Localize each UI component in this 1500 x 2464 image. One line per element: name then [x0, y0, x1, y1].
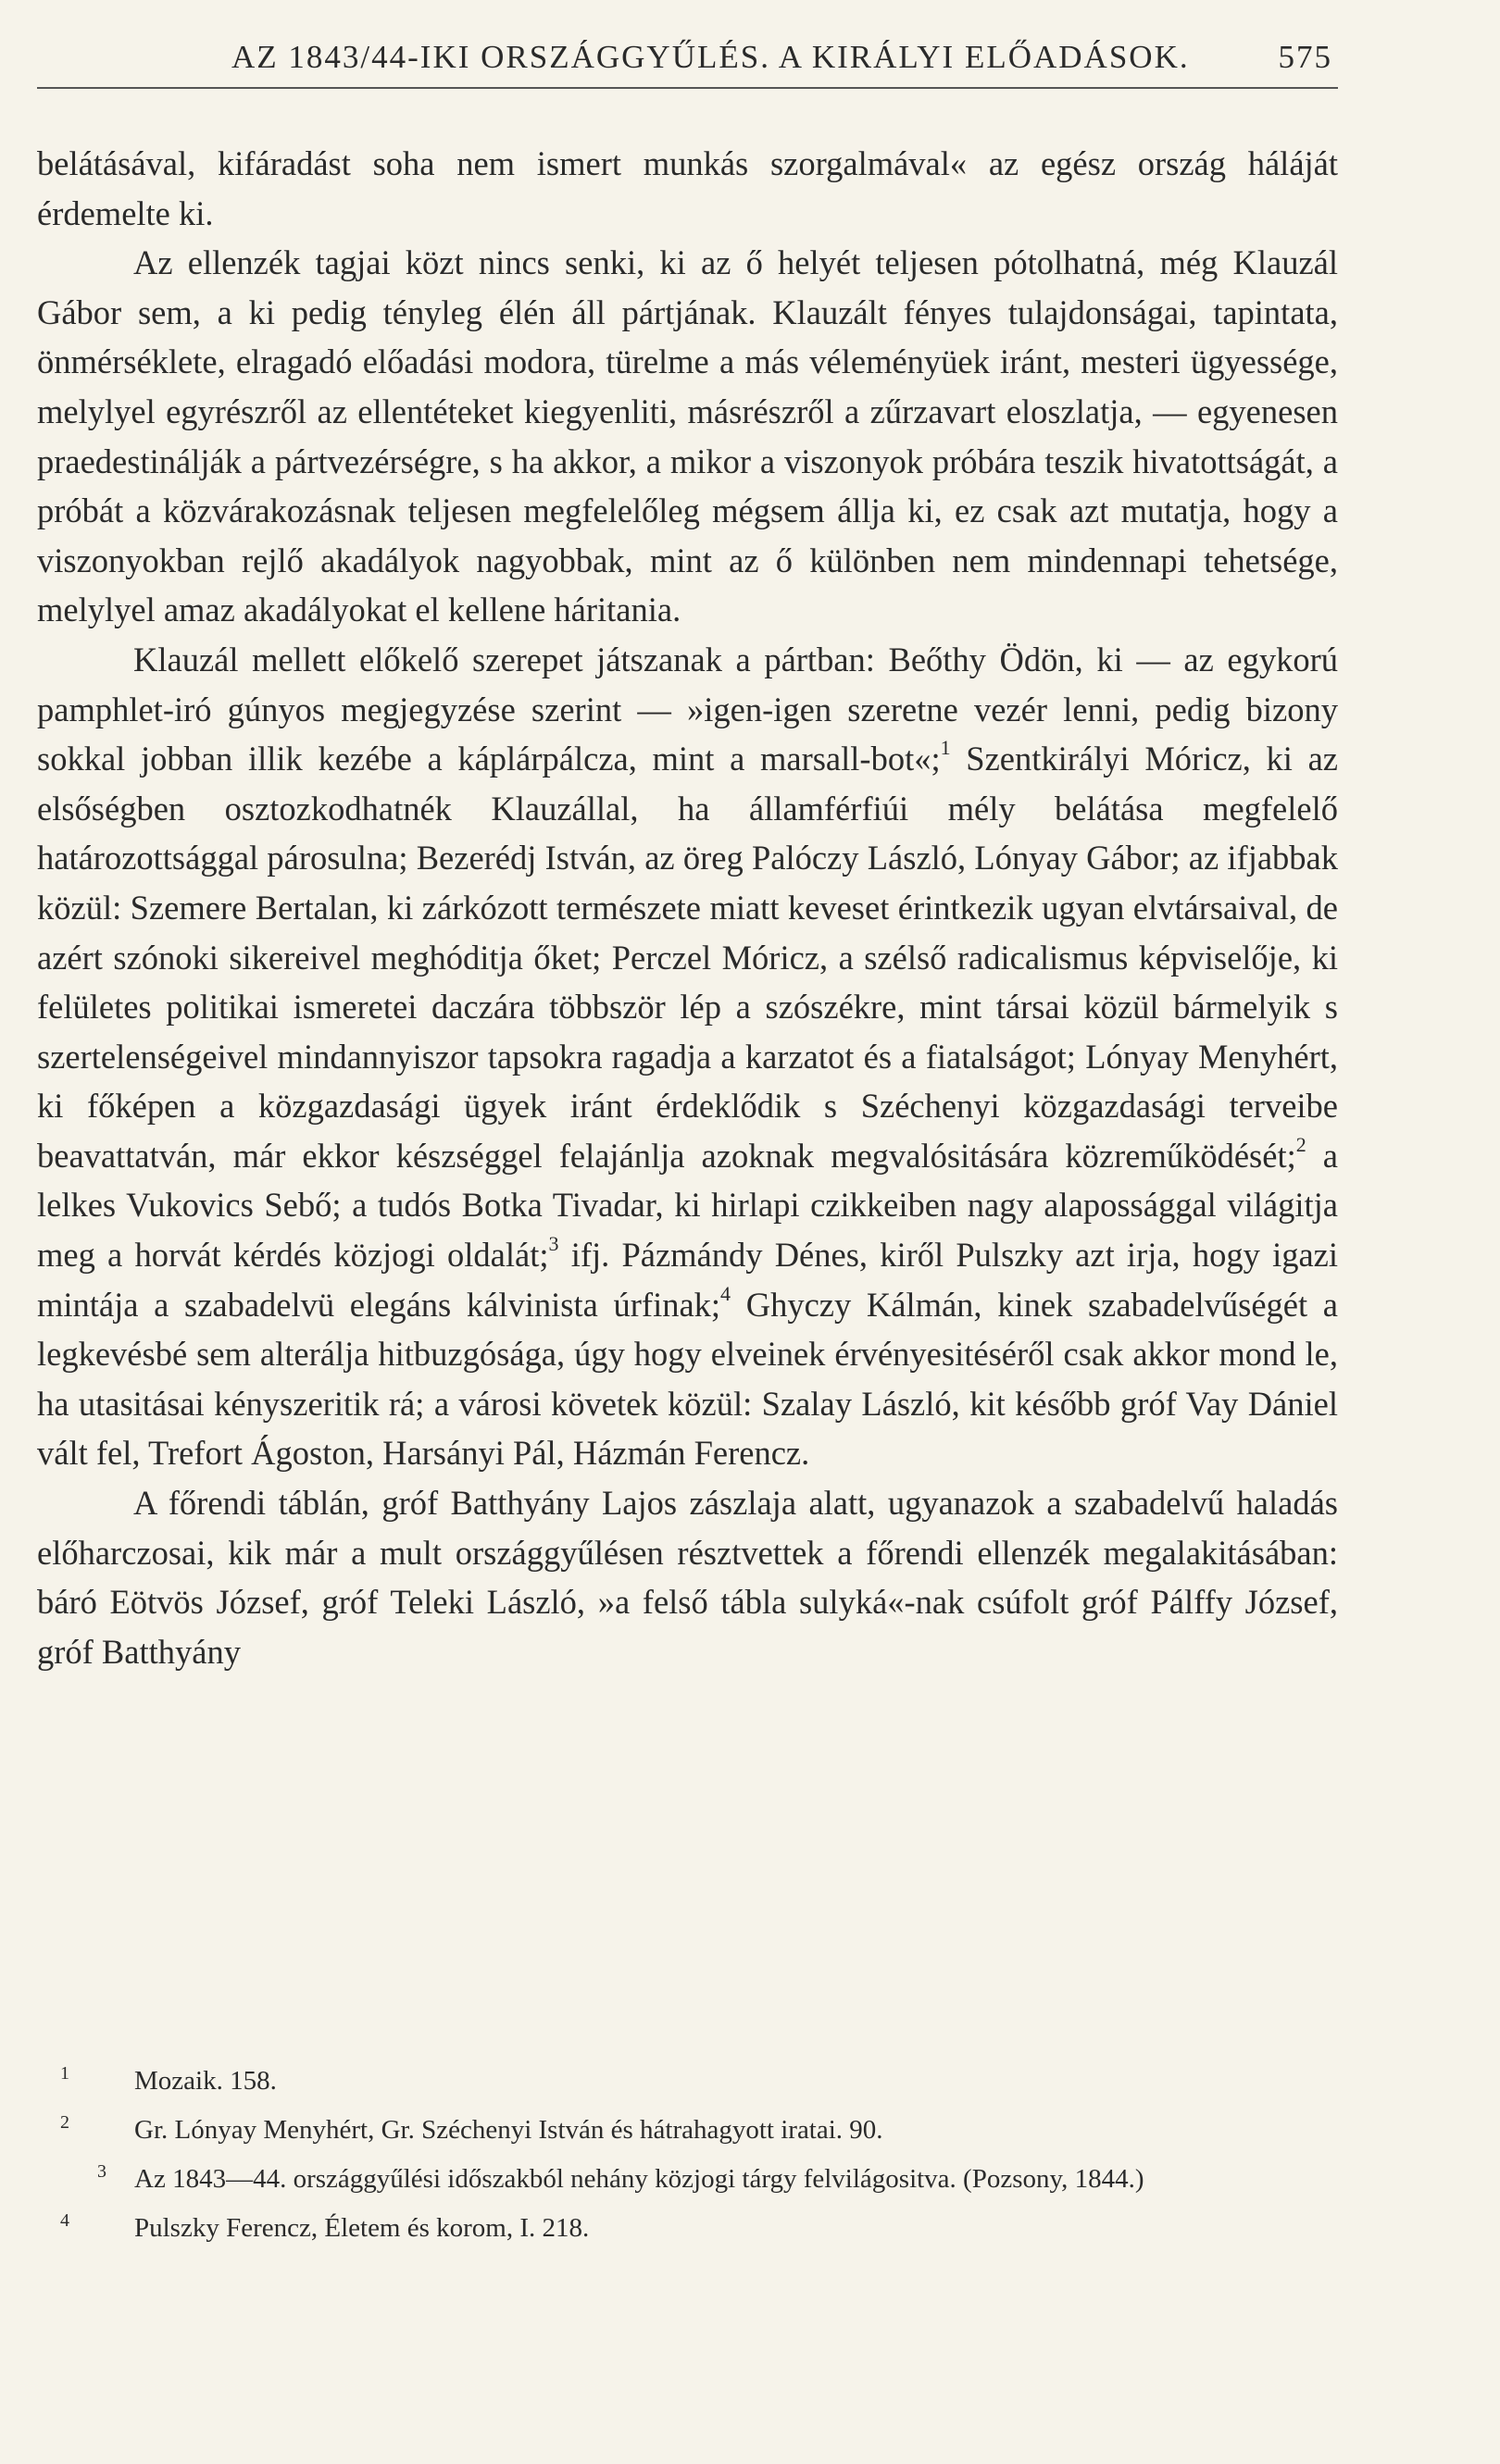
footnote-ref-1[interactable]: 1	[940, 735, 951, 759]
running-header	[37, 35, 1338, 89]
paragraph-2	[37, 238, 1338, 635]
body-text	[37, 139, 1338, 1676]
footnote-1: 1 Mozaik. 158.	[60, 2063, 277, 2096]
footnote-ref-3[interactable]: 3	[548, 1231, 559, 1255]
footnote-text: Mozaik. 158.	[134, 2066, 277, 2096]
footnote-ref-4[interactable]: 4	[720, 1281, 731, 1305]
text-run: Az ellenzék tagjai közt nincs senki, ki az ő helyét teljesen pótolhatná, még Klauzál Gábor sem, a ki pedig tényleg élén áll pártjának. Klauzált fényes tulajdonságai, tapintata, önmérséklete, elragadó előadási modora, türelme a más véleményüek iránt, mesteri ügyessége, melylyel egyrészről az ellentéteket kiegyenliti, másrészről a zűrzavart eloszlatja, — egyenesen praedestinálják a pártvezérségre, s ha akkor, a mikor a viszonyok próbára teszik hivatottságát, a próbát a közvárakozásnak teljesen megfelelőleg mégsem állja ki, ez csak azt mutatja, hogy a viszonyokban rejlő akadályok nagyobbak, mint az ő különben nem mindennapi tehetsége, melylyel amaz akadályokat el kellene háritania.	[37, 243, 1338, 629]
footnote-4: 4 Pulszky Ferencz, Életem és korom, I. 218.	[60, 2210, 590, 2243]
paragraph-4	[37, 1478, 1338, 1676]
footnote-text: Gr. Lónyay Menyhért, Gr. Széchenyi István és hátrahagyott iratai. 90.	[134, 2115, 883, 2145]
text-run: Ghyczy Kálmán, kinek szabadelvűségét a legkevésbé sem alterálja hitbuzgósága, úgy hogy elveinek érvényesitéséről csak akkor mond le, ha utasitásai kényszeritik rá; a városi követek közül: Szalay László, kit később gróf Vay Dániel vált fel, Trefort Ágoston, Harsányi Pál, Házmán Ferencz.	[37, 1285, 1338, 1473]
paragraph-1	[37, 139, 1338, 238]
text-run: belátásával, kifáradást soha nem ismert munkás szorgalmával« az egész ország háláját érdemelte ki.	[37, 144, 1338, 232]
footnote-3: 3 Az 1843—44. országgyűlési időszakból nehány közjogi tárgy felvilágositva. (Pozsony, 1844.)	[97, 2161, 1144, 2194]
paragraph-3	[37, 635, 1338, 1478]
page-number: 575	[1278, 39, 1332, 75]
running-title: AZ 1843/44-IKI ORSZÁGGYŰLÉS. A KIRÁLYI ELŐADÁSOK.	[231, 39, 1190, 75]
footnotes	[37, 2057, 1338, 2253]
footnote-text: Az 1843—44. országgyűlési időszakból nehány közjogi tárgy felvilágositva. (Pozsony, 1844.)	[134, 2164, 1144, 2194]
text-run: A főrendi táblán, gróf Batthyány Lajos zászlaja alatt, ugyanazok a szabadelvű haladás előharczosai, kik már a mult országgyűlésen résztvettek a főrendi ellenzék megalakitásában: báró Eötvös József, gróf Teleki László, »a felső tábla sulyká«-nak csúfolt gróf Pálffy József, gróf Batthyány	[37, 1484, 1338, 1671]
footnote-ref-2[interactable]: 2	[1295, 1132, 1306, 1156]
footnote-text: Pulszky Ferencz, Életem és korom, I. 218.	[134, 2213, 590, 2243]
text-run: Szentkirályi Móricz, ki az elsőségben osztozkodhatnék Klauzállal, ha államférfiúi mély belátása megfelelő határozottsággal párosulna; Bezerédj István, az öreg Palóczy László, Lónyay Gábor; az ifjabbak közül: Szemere Bertalan, ki zárkózott természete miatt keveset érintkezik ugyan elvtársaival, de azért szónoki sikereivel meghóditja őket; Perczel Móricz, a szélső radicalismus képviselője, ki felületes politikai ismeretei daczára többször lép a szószékre, mint társai közül bármelyik s szertelenségeivel mindannyiszor tapsokra ragadja a karzatot és a fiatalságot; Lónyay Menyhért, ki főképen a közgazdasági ügyek iránt érdeklődik s Széchenyi közgazdasági terveibe beavattatván, már ekkor készséggel felajánlja azoknak megvalósitására közreműködését;	[37, 740, 1338, 1175]
text-run: Klauzál mellett előkelő szerepet játszanak a pártban: Beőthy Ödön, ki — az egykorú pamphlet-iró gúnyos megjegyzése szerint — »igen-igen szeretne vezér lenni, pedig bizony sokkal jobban illik kezébe a káplárpálcza, mint a marsall-bot«;	[37, 640, 1338, 778]
text-run: ifj. Pázmándy Dénes, kiről Pulszky azt irja, hogy igazi mintája a szabadelvü elegáns kálvinista úrfinak;	[37, 1236, 1338, 1324]
text-run: a lelkes Vukovics Sebő; a tudós Botka Tivadar, ki hirlapi czikkeiben nagy alapossággal világitja meg a horvát kérdés közjogi oldalát;	[37, 1136, 1338, 1275]
footnote-2: 2 Gr. Lónyay Menyhért, Gr. Széchenyi István és hátrahagyott iratai. 90.	[60, 2112, 883, 2145]
